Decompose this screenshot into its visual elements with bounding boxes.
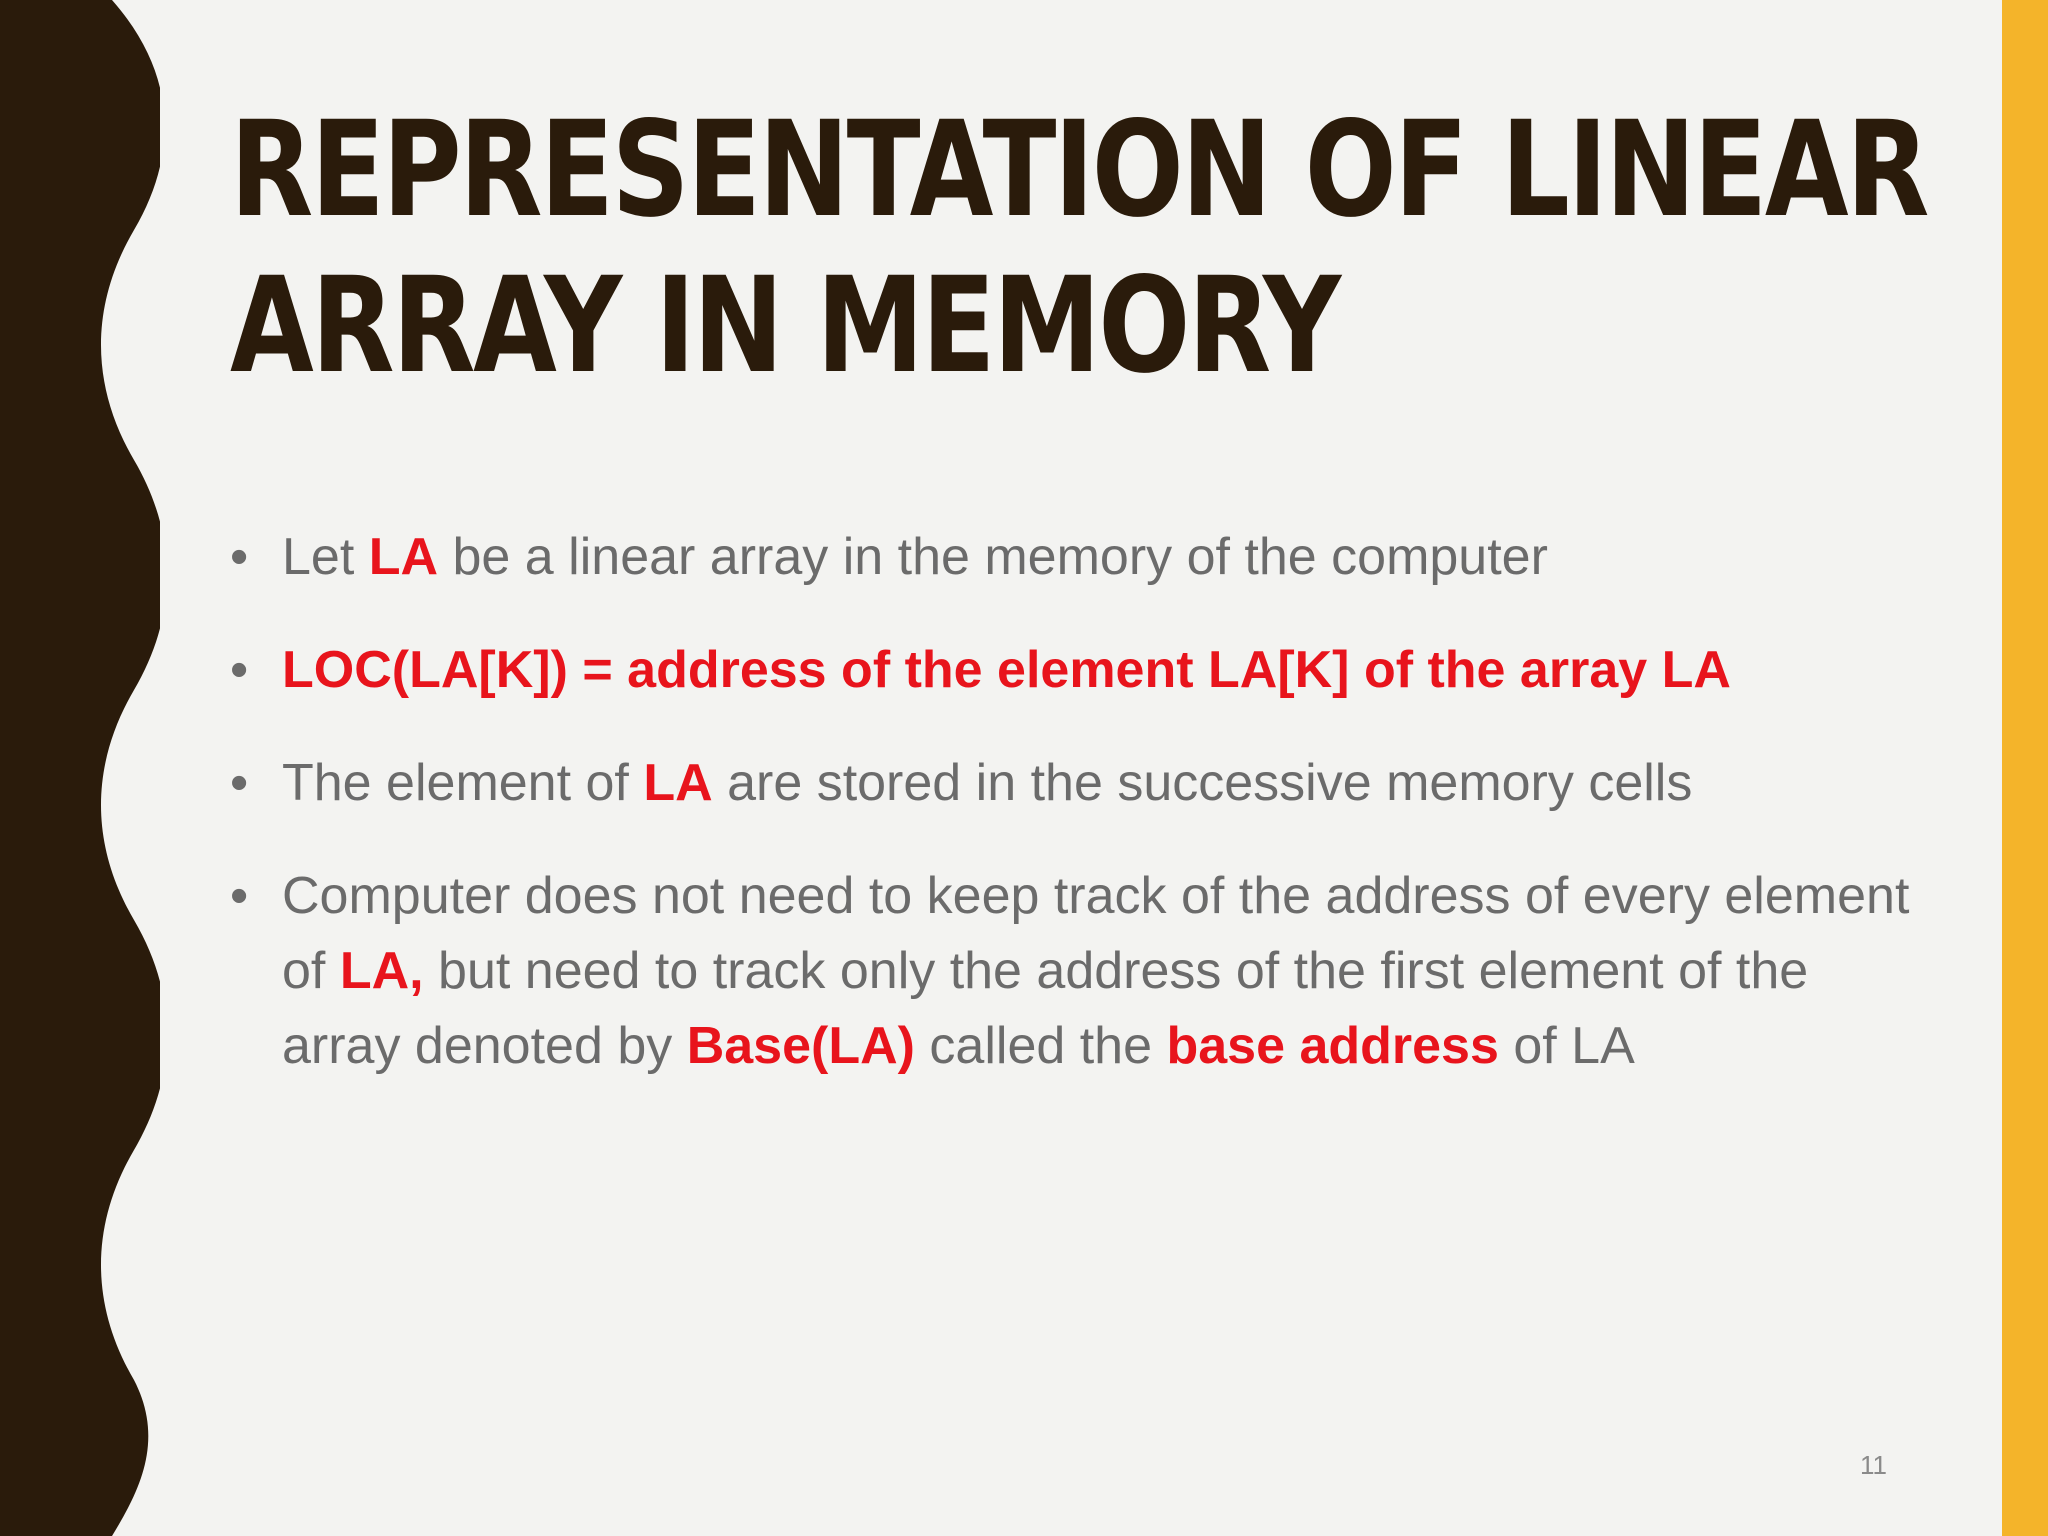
bullet-item bbox=[230, 520, 1910, 595]
highlight-text: LA, bbox=[339, 942, 424, 1000]
bullet-text: called the bbox=[914, 1017, 1167, 1075]
bullet-text: be a linear array in the memory of the computer bbox=[438, 528, 1548, 586]
bullet-text: of LA bbox=[1498, 1017, 1635, 1075]
bullet-item bbox=[230, 859, 1910, 1084]
title-line-2: ARRAY IN MEMORY bbox=[230, 249, 1339, 403]
highlight-text: LA bbox=[643, 754, 713, 812]
bullet-text: The element of bbox=[282, 754, 644, 812]
bullet-text: Computer does not need to keep track of the address of every element of bbox=[282, 867, 1910, 1000]
bullet-icon: • bbox=[230, 867, 249, 925]
highlight-text: LOC(LA[K]) = address of the element LA[K] of the array LA bbox=[282, 641, 1731, 699]
bullet-icon: • bbox=[230, 754, 249, 812]
left-wave-decoration bbox=[0, 0, 160, 1536]
bullet-list bbox=[230, 520, 1910, 1122]
slide-title bbox=[230, 92, 1928, 404]
bullet-text: but need to track only the address of the first element of the array denoted by bbox=[282, 942, 1809, 1075]
highlight-text: base address bbox=[1166, 1017, 1499, 1075]
bullet-text: Let bbox=[282, 528, 369, 586]
highlight-text: Base(LA) bbox=[686, 1017, 915, 1075]
title-line-1: REPRESENTATION OF LINEAR bbox=[230, 93, 1928, 247]
bullet-text: are stored in the successive memory cells bbox=[712, 754, 1693, 812]
bullet-icon: • bbox=[230, 641, 249, 699]
page-number: 11 bbox=[1860, 1450, 1887, 1480]
bullet-icon: • bbox=[230, 528, 249, 586]
right-accent-bar bbox=[2002, 0, 2048, 1536]
highlight-text: LA bbox=[368, 528, 439, 586]
bullet-item bbox=[230, 746, 1910, 821]
bullet-item bbox=[230, 633, 1910, 708]
